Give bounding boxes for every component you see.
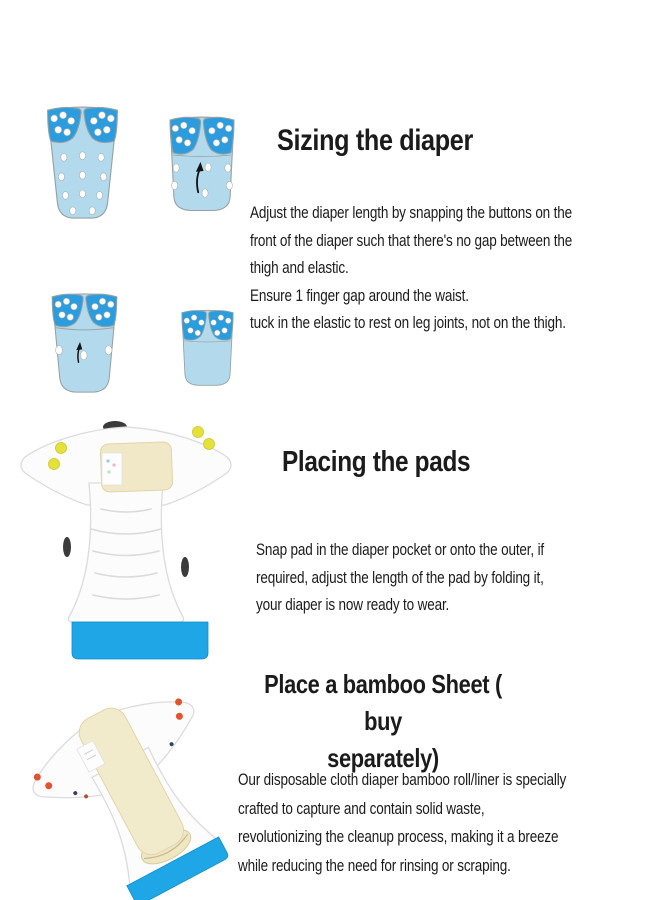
diaper-illustration-smallest: [177, 299, 238, 393]
sizing-heading: Sizing the diaper: [277, 124, 473, 157]
print-peek: [181, 557, 189, 577]
diaper-illustration-large: [42, 96, 123, 230]
pads-text-line: required, adjust the length of the pad by folding it,: [256, 568, 544, 587]
bamboo-text-line: Our disposable cloth diaper bamboo roll/liner is specially: [238, 771, 567, 789]
pads-paragraph: [256, 537, 544, 620]
brand-tag: [102, 453, 122, 485]
bamboo-text-line: crafted to capture and contain solid waste,: [238, 799, 485, 818]
pads-text-line: Snap pad in the diaper pocket or onto the outer, if: [256, 541, 545, 559]
sizing-text-line: Ensure 1 finger gap around the waist.: [250, 286, 469, 305]
bamboo-paragraph: [238, 766, 566, 880]
diaper-photo-with-pad: [15, 417, 237, 663]
bamboo-heading: [257, 666, 509, 777]
bamboo-text-line: while reducing the need for rinsing or scraping.: [238, 856, 511, 875]
sizing-text-line: Adjust the diaper length by snapping the buttons on the: [250, 204, 572, 222]
pads-heading: Placing the pads: [282, 446, 471, 478]
diaper-illustration-snapped-arrow: [164, 107, 240, 216]
sizing-paragraph: [250, 200, 572, 338]
pads-text-line: your diaper is now ready to wear.: [256, 596, 450, 614]
sizing-text-line: thigh and elastic.: [250, 259, 349, 277]
diaper-illustration-medium-arrow: [47, 284, 122, 399]
blue-waist-band: [72, 622, 208, 659]
sizing-text-line: front of the diaper such that there's no gap between the: [250, 231, 573, 250]
print-peek: [63, 537, 71, 557]
diaper-photo-with-bamboo-roll: [22, 688, 254, 900]
sizing-text-line: tuck in the elastic to rest on leg joints, not on the thigh.: [250, 314, 566, 332]
bamboo-heading-line: Place a bamboo Sheet ( buy: [264, 669, 502, 736]
bamboo-text-line: revolutionizing the cleanup process, making it a breeze: [238, 828, 559, 846]
bamboo-heading-line: separately): [327, 743, 439, 773]
